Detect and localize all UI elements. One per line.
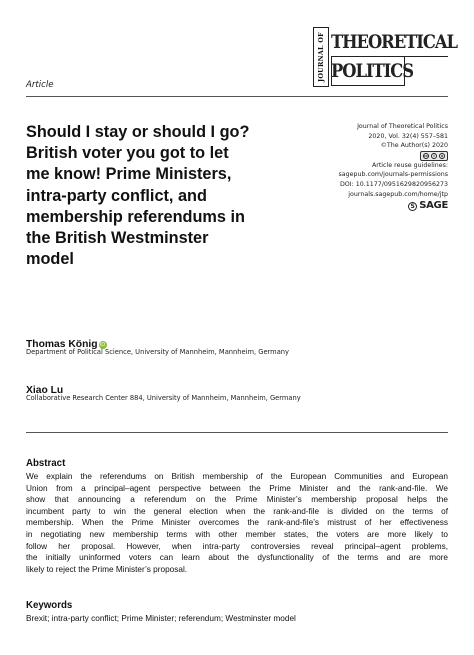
author-name: Thomas König [26, 339, 98, 350]
copyright-notice: ©The Author(s) 2020 [380, 142, 448, 150]
title-line: model [26, 250, 74, 269]
volume-info: 2020, Vol. 32(4) 557–581 [368, 132, 448, 140]
publisher-logo [278, 200, 448, 212]
abstract-line: likely to reject the Prime Minister’s proposal. [26, 564, 188, 574]
author-affiliation: Department of Political Science, University of Mannheim, Mannheim, Germany [26, 348, 289, 356]
article-type-label: Article [26, 80, 54, 90]
abstract-line: incumbent party to win the general election when the rank-and-file is divided on the terms of [26, 506, 448, 516]
cc-license-row [278, 151, 448, 161]
title-line: membership referendums in [26, 207, 245, 226]
cc-by-icon: i [431, 153, 437, 159]
abstract-line: show that announcing a referendum on the Prime Minister’s membership proposal helps the [26, 495, 448, 505]
reuse-guidelines-link[interactable]: sagepub.com/journals-permissions [338, 171, 448, 179]
abstract-line: membership. When the Prime Minister overcomes the rank-and-file’s mistrust of her effectiveness [26, 518, 448, 528]
title-line: intra-party conflict, and [26, 186, 207, 205]
abstract-line: We explain the referendums on British membership of the European Communities and European [26, 472, 448, 481]
abstract-body [26, 471, 448, 575]
publisher-name: SAGE [419, 200, 448, 212]
journal-logo-side-text: JOURNAL OF [317, 32, 325, 82]
title-line: the British Westminster [26, 229, 209, 248]
orcid-icon[interactable]: iD [99, 342, 106, 348]
journal-home-link[interactable]: journals.sagepub.com/home/jtp [348, 190, 448, 198]
title-line: Should I stay or should I go? [26, 123, 250, 141]
title-line: British voter you got to let [26, 144, 229, 163]
journal-logo-line1: THEORETICAL [331, 31, 457, 53]
author-affiliation: Collaborative Research Center 884, University of Mannheim, Mannheim, Germany [26, 394, 301, 402]
abstract-divider [26, 432, 448, 433]
journal-logo-box [331, 56, 414, 86]
journal-logo-line2: POLITICS [331, 60, 414, 82]
doi[interactable]: DOI: 10.1177/0951629820956273 [339, 180, 448, 188]
header-divider [26, 96, 448, 97]
journal-name: Journal of Theoretical Politics [357, 123, 448, 130]
abstract-line: in negotiating new membership terms with other member states, the voters are more likely to [26, 529, 448, 539]
cc-circle-icon: cc [424, 153, 428, 158]
sage-logo-icon: S [408, 202, 417, 211]
keywords-heading: Keywords [26, 600, 73, 611]
journal-logo-side [313, 27, 329, 87]
publication-metadata [278, 122, 448, 212]
cc-license-icon[interactable] [420, 151, 448, 161]
abstract-heading: Abstract [26, 458, 66, 469]
author-name: Xiao Lu [26, 385, 64, 396]
reuse-guidelines-label: Article reuse guidelines: [371, 161, 448, 169]
cc-nc-icon: $ [440, 153, 444, 158]
abstract-line: follow her proposal. However, when intra-party controversies reveal principal–agent problems, [26, 541, 448, 551]
title-line: me know! Prime Ministers, [26, 165, 232, 184]
abstract-line: Union from a principal–agent perspective between the Prime Minister and the rank-and-file. We [26, 483, 448, 493]
abstract-line: the initially uninformed voters can learn about the dysfunctionality of the terms and are more [26, 553, 448, 563]
keywords-list: Brexit; intra-party conflict; Prime Minister; referendum; Westminster model [26, 614, 296, 623]
article-title [26, 122, 301, 270]
